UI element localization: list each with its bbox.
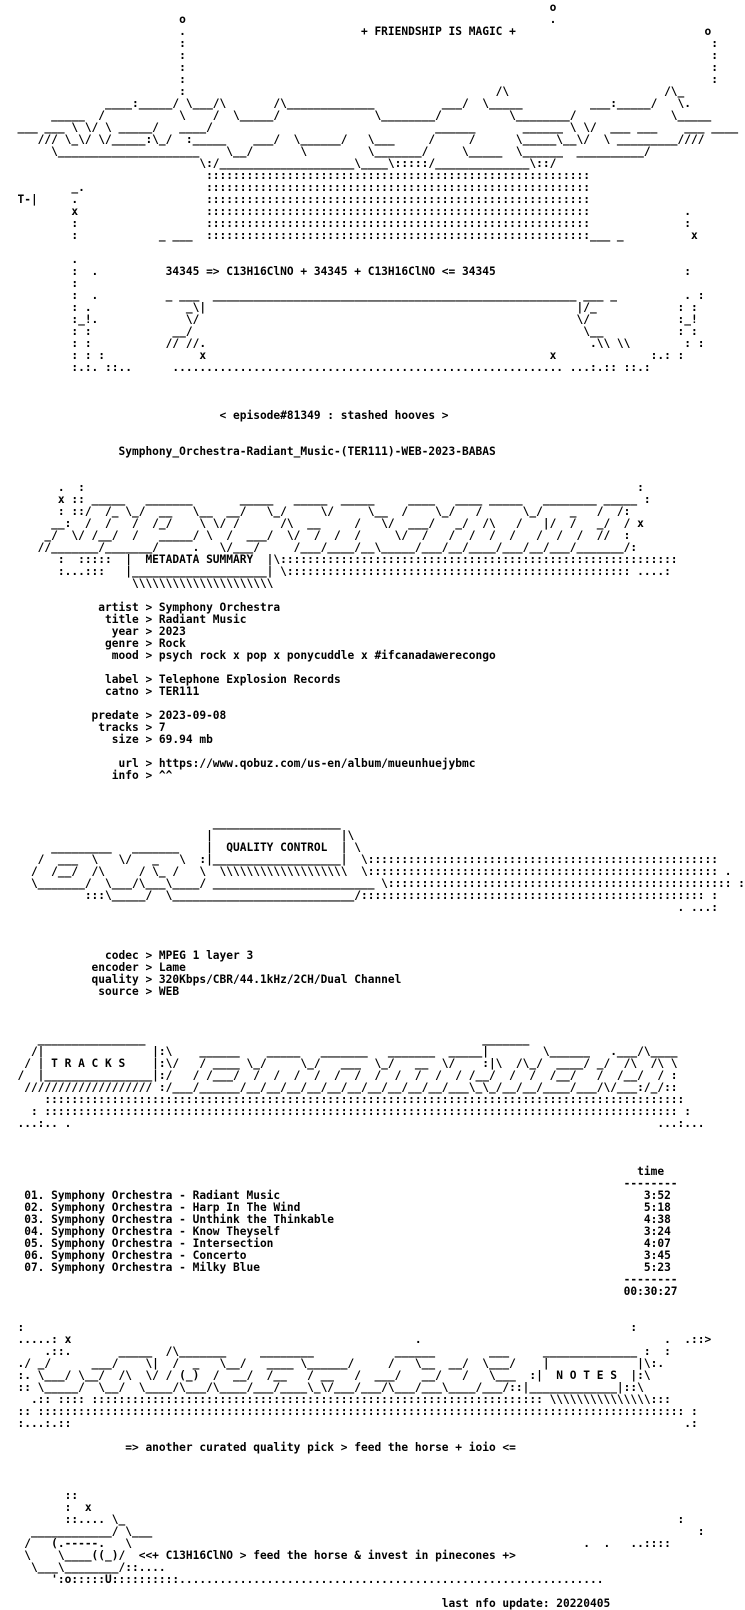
nfo-line: _________ _______ | QUALITY CONTROL | \ [4,841,361,854]
nfo-line: => another curated quality pick > feed the horse + ioio <= [4,1441,516,1454]
nfo-line: : :::::::::::::::::::::::::::::::::::::::::::::::::::::::::::::::::::::::::::::::::::::::::::::: : [4,1105,692,1118]
nfo-line: Symphony_Orchestra-Radiant_Music-(TER111)-WEB-2023-BABAS [4,445,496,458]
nfo-line: _/ \/ /__/ / _____/ \ / ___/ \/ / / / \/ / / / / / / / / // : [4,529,631,542]
nfo-line: :.:. ::.. .......................................................... ...:.:: ::.: [4,361,651,374]
nfo-line [4,1466,644,1478]
nfo-line: 04. Symphony Orchestra - Know Theyself 3:24 [4,1225,671,1238]
nfo-line: //_______/_______/ . \/___/ /___/____/__\_____/___/__/____/___/__/___/_______/: [4,541,638,554]
nfo-line: predate > 2023-09-08 [4,709,227,722]
nfo-line [4,1130,644,1142]
nfo-line: encoder > Lame [4,961,186,974]
nfo-line: . : : [4,481,644,494]
nfo-line: catno > TER111 [4,685,200,698]
nfo-line: /// \_\/ \/_____:\_/ :_____ ___/ \______/ \___ / / \_____\__\/ \ _________//// [4,133,712,146]
nfo-line: o [4,1,557,14]
nfo-line: : ::/ /_ \_/ __ \__ __/ \_/ \/ \__ / \_/ / \_/ _ / /: [4,505,631,518]
nfo-line: source > WEB [4,985,180,998]
nfo-line: \ \____((_)/ <<+ C13H16ClNO > feed the horse & invest in pinecones +> [4,1549,516,1562]
nfo-line: ::::::::::::::::::::::::::::::::::::::::::::::::::::::::::::::::::::::::::::::::::::::::::::::: [4,1093,685,1106]
nfo-line: :_!. \/ \/ :_! [4,313,698,326]
nfo-line: x :: _____ _______ _____ _____ _____ ____ ____ _____ ________ _____ : [4,493,651,506]
nfo-line: / (.-----. \ . . ..:::: [4,1537,671,1550]
nfo-line: mood > psych rock x pop x ponycuddle x #ifcanadawerecongo [4,649,496,662]
nfo-line: label > Telephone Explosion Records [4,673,341,686]
nfo-line: \_______/ \___/\___\____/ ________________________ \::::::::::::::::::::::::::::::::::::::::::::::::::: : [4,877,745,890]
nfo-line: url > https://www.qobuz.com/us-en/album/mueunhuejybmc [4,757,476,770]
nfo-line: .:: :::: ::::::::::::::::::::::::::::::::::::::::::::::::::::::::::::::::::: \\\\\\\\\\\\\\\::: [4,1393,671,1406]
nfo-line: : : [4,73,718,86]
nfo-line: : ::::: | METADATA SUMMARY |\::::::::::::::::::::::::::::::::::::::::::::::::::::::::::: [4,553,678,566]
nfo-line: 01. Symphony Orchestra - Radiant Music 3:52 [4,1189,671,1202]
nfo-line: __: / / / /_/ \ \/ / /\ __ / \/ ___/ _/ /\ / |/ / _/ / x [4,517,644,530]
nfo-line: ___________________ [4,817,341,830]
nfo-line [4,1298,644,1310]
nfo-line [4,782,644,794]
nfo-line: . + FRIENDSHIP IS MAGIC + o [4,25,712,38]
nfo-line: ':o:::::U::::::::::............................................................... [4,1573,604,1586]
nfo-line: year > 2023 [4,625,186,638]
nfo-line: ...:.. . ...:... [4,1117,705,1130]
nfo-line: tracks > 7 [4,721,166,734]
nfo-line: \_____________________ \__/ \ \_______/ \_____ \______ __________/ [4,145,651,158]
nfo-line: : : [4,61,718,74]
nfo-line: ::.... \_ : [4,1513,685,1526]
nfo-line: /////////////////// :/___/______/__/__/__/__/__/__/__/__/__/__/___\_\_/__/__/____/___/\/___:/_/:: [4,1081,678,1094]
nfo-line [4,374,644,386]
nfo-line [4,1142,644,1154]
nfo-line: :. \___/ \__/ /\ \/ / (_) / __/ /__ / __ / ___/ __/ / \___ :| N O T E S |:\ [4,1369,651,1382]
nfo-line: : x [4,1501,92,1514]
nfo-line: quality > 320Kbps/CBR/44.1kHz/2CH/Dual Channel [4,973,402,986]
nfo-line: ________________ _______ [4,1033,530,1046]
nfo-line: ::::::::::::::::::::::::::::::::::::::::::::::::::::::::: [4,169,590,182]
nfo-line: artist > Symphony Orchestra [4,601,281,614]
nfo-line: /| |:\ ______ _____ _______ _______ _____| \______ .___/\____ [4,1045,678,1058]
nfo-line: \\\\\\\\\\\\\\\\\\\\\ [4,577,274,590]
nfo-line: \___\________/::.... [4,1561,166,1574]
nfo-line [4,1454,644,1466]
nfo-line: : ::::::::::::::::::::::::::::::::::::::::::::::::::::::::: : [4,217,692,230]
nfo-line: / |________________|:/ / /___/ / / / / / / / / / / / /__/ / / /__/ / /__/ / : [4,1069,678,1082]
nfo-line: : : [4,1321,638,1334]
nfo-line: . ...: [4,901,718,914]
nfo-line: 03. Symphony Orchestra - Unthink the Thinkable 4:38 [4,1213,671,1226]
nfo-line [4,422,644,434]
nfo-line: 02. Symphony Orchestra - Harp In The Wind 5:18 [4,1201,671,1214]
nfo-line: \:/____________________\____\:::::/______________\::/ [4,157,557,170]
nfo-line: 05. Symphony Orchestra - Intersection 4:07 [4,1237,671,1250]
nfo-line: : . _\| |/_ : : [4,301,698,314]
nfo-line: last nfo update: 20220405 [4,1597,611,1610]
nfo-line: . [4,253,79,266]
nfo-line: :...:.:: .: [4,1417,698,1430]
nfo-line [4,458,644,470]
nfo-line: -------- [4,1177,678,1190]
nfo-line: time [4,1165,665,1178]
nfo-line: ____:_____/ \___/\ /\_____________ ___/ \_____ ___:_____/ \. [4,97,692,110]
nfo-line: _. ::::::::::::::::::::::::::::::::::::::::::::::::::::::::: [4,181,590,194]
nfo-line: title > Radiant Music [4,613,247,626]
nfo-line: : : // //. .\\ \\ : : [4,337,705,350]
nfo-line [4,1010,644,1022]
nfo-line: o . [4,13,557,26]
nfo-line: : . 34345 => C13H16ClNO + 34345 + C13H16ClNO <= 34345 : [4,265,692,278]
nfo-line: .::. _____ /\_______ ________ ______ ___ ______________ : : [4,1345,671,1358]
nfo-line [4,1478,644,1490]
nfo-line: -------- [4,1273,678,1286]
nfo-line: :...::: |____________________| \::::::::::::::::::::::::::::::::::::::::::::::::::: ....: [4,565,671,578]
nfo-line: :: :::::::::::::::::::::::::::::::::::::::::::::::::::::::::::::::::::::::::::::::::::::::::::::::: : [4,1405,698,1418]
nfo-line [4,914,644,926]
nfo-line: _____ / \ / \_____/ \________/ \________/ \_____ [4,109,712,122]
nfo-line: ____________/ \___ : [4,1525,705,1538]
nfo-line [4,242,644,254]
nfo-line [4,926,644,938]
nfo-line [4,386,644,398]
nfo-line: ___ ___ \ \/ \ _____/ ____/ ______ ______ \ \/ ___ ___ ___ ____ [4,121,739,134]
nfo-line: / /__/ /\ / \_ / \ \\\\\\\\\\\\\\\\\\\ \:::::::::::::::::::::::::::::::::::::::::::::::::::: . [4,865,732,878]
nfo-line: : . _ ___ ______________________________________________________ ___ _ . : [4,289,705,302]
nfo-line: 06. Symphony Orchestra - Concerto 3:45 [4,1249,671,1262]
nfo-line: : : [4,49,718,62]
nfo-line: : /\ /\_ [4,85,685,98]
nfo-line: x ::::::::::::::::::::::::::::::::::::::::::::::::::::::::: . [4,205,692,218]
nfo-line: :: \_____/ \__/ \____/\___/\____/___/____\_\/___/___/\___/___\____/___/::|_____________|::\ [4,1381,644,1394]
nfo-line [4,998,644,1010]
nfo-line: size > 69.94 mb [4,733,213,746]
nfo-line [4,794,644,806]
nfo-line: genre > Rock [4,637,186,650]
nfo-line: 00:30:27 [4,1285,678,1298]
nfo-line: : : [4,37,718,50]
nfo-line: : : __/ \__ : : [4,325,698,338]
nfo-line: : : : x x :.: : [4,349,685,362]
nfo-line: : _ ___ :::::::::::::::::::::::::::::::::::::::::::::::::::::::::___ _ x [4,229,698,242]
nfo-line: : [4,277,79,290]
nfo-line: / ___ \ \/ _ \ :|___________________| \:::::::::::::::::::::::::::::::::::::::::::::::::::: [4,853,718,866]
nfo-line: < episode#81349 : stashed hooves > [4,409,449,422]
nfo-line: T-| . ::::::::::::::::::::::::::::::::::::::::::::::::::::::::: [4,193,590,206]
nfo-line: .....: x . . .::> [4,1333,712,1346]
nfo-line: info > ^^ [4,769,173,782]
nfo-line: ./ _/ ___/ \| / _ \__/ ____ \______/ / \__ __/ \___/ | |\:. [4,1357,665,1370]
nfo-document [4,1,745,1610]
nfo-line: :: [4,1489,79,1502]
nfo-line: / | T R A C K S |:\/ / ____ \_/ \_/ ___ \_/ __ \/ :|\ /\_/ ____/ _/ /\ /\ \ [4,1057,678,1070]
nfo-line: | |\ [4,829,355,842]
nfo-line: :::\_____/ \___________________________/::::::::::::::::::::::::::::::::::::::::::::::::::: : [4,889,718,902]
nfo-line: codec > MPEG 1 layer 3 [4,949,254,962]
nfo-line: 07. Symphony Orchestra - Milky Blue 5:23 [4,1261,671,1274]
